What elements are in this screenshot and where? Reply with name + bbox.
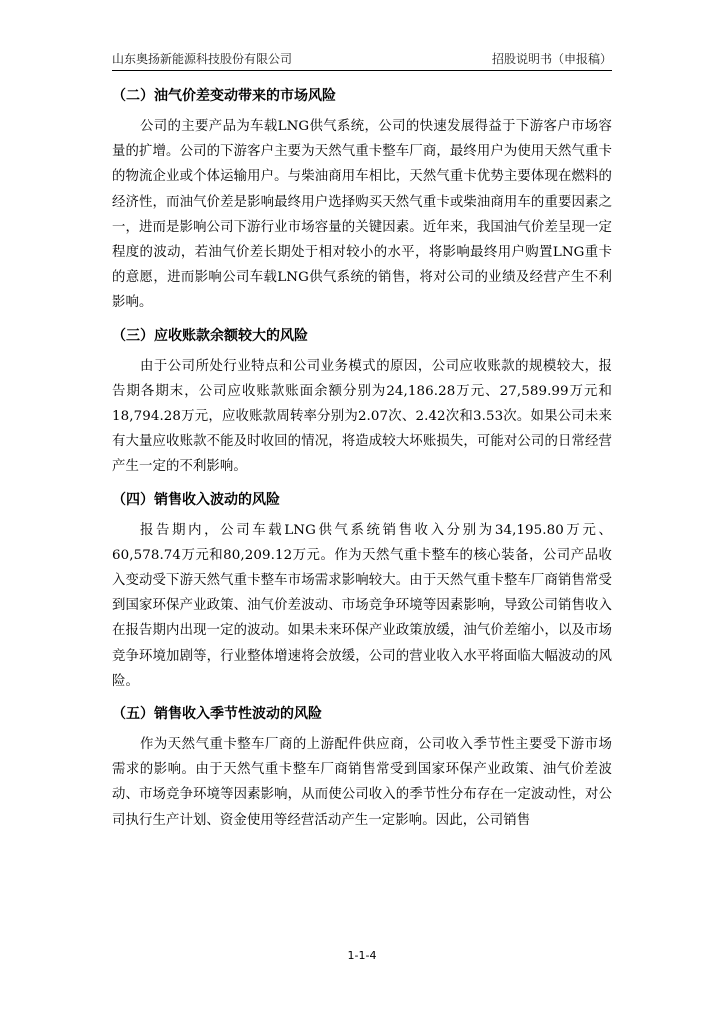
section-receivables-risk bbox=[112, 326, 612, 480]
section-seasonal-revenue-risk bbox=[112, 704, 612, 833]
page-header bbox=[112, 49, 612, 69]
section-heading: （二）油气价差变动带来的市场风险 bbox=[112, 88, 336, 104]
header-document-type: 招股说明书（申报稿） bbox=[491, 52, 612, 66]
section-heading: （四）销售收入波动的风险 bbox=[112, 491, 280, 508]
section-paragraph: 公司的主要产品为车载LNG供气系统，公司的快速发展得益于下游客户市场容量的扩增。公司的下游客户主要为天然气重卡整车厂商，最终用户为使用天然气重卡的物流企业或个体运输用户。与柴油商用车相比，天然气重卡优势主要体现在燃料的经济性，而油气价差是影响最终用户选择购买天然气重卡或柴油商用车的重要因素之一，进而是影响公司下游行业市场容量的关键因素。近年来，我国油气价差呈现一定程度的波动，若油气价差长期处于相对较小的水平，将影响最终用户购置LNG重卡的意愿，进而影响公司车载LNG供气系统的销售，将对公司的业绩及经营产生不利影响。 bbox=[112, 119, 612, 311]
section-oil-gas-price-risk bbox=[112, 86, 612, 316]
main-content bbox=[112, 86, 612, 843]
section-revenue-fluctuation-risk bbox=[112, 490, 612, 694]
section-heading: （三）应收账款余额较大的风险 bbox=[112, 327, 308, 344]
header-divider bbox=[112, 70, 612, 71]
page-number: 1-1-4 bbox=[347, 949, 377, 962]
section-paragraph: 作为天然气重卡整车厂商的上游配件供应商，公司收入季节性主要受下游市场需求的影响。由于天然气重卡整车厂商销售常受到国家环保产业政策、油气价差波动、市场竞争环境等因素影响，从而使公司收入的季节性分布存在一定波动性，对公司执行生产计划、资金使用等经营活动产生一定影响。因此，公司销售 bbox=[112, 737, 612, 828]
section-paragraph: 由于公司所处行业特点和公司业务模式的原因，公司应收账款的规模较大，报告期各期末，公司应收账款账面余额分别为24,186.28万元、27,589.99万元和18,794.28万元，应收账款周转率分别为2.07次、2.42次和3.53次。如果公司未来有大量应收账款不能及时收回的情况，将造成较大坏账损失，可能对公司的日常经营产生一定的不利影响。 bbox=[112, 358, 612, 475]
header-company-name: 山东奥扬新能源科技股份有限公司 bbox=[112, 52, 293, 66]
section-heading: （五）销售收入季节性波动的风险 bbox=[112, 706, 322, 723]
section-paragraph: 报告期内，公司车载LNG供气系统销售收入分别为34,195.80万元、60,578.74万元和80,209.12万元。作为天然气重卡整车的核心装备，公司产品收入变动受下游天然气重卡整车市场需求影响较大。由于天然气重卡整车厂商销售常受到国家环保产业政策、油气价差波动、市场竞争环境等因素影响，导致公司销售收入在报告期内出现一定的波动。如果未来环保产业政策放缓，油气价差缩小，以及市场竞争环境加剧等，行业整体增速将会放缓，公司的营业收入水平将面临大幅波动的风险。 bbox=[112, 522, 612, 689]
